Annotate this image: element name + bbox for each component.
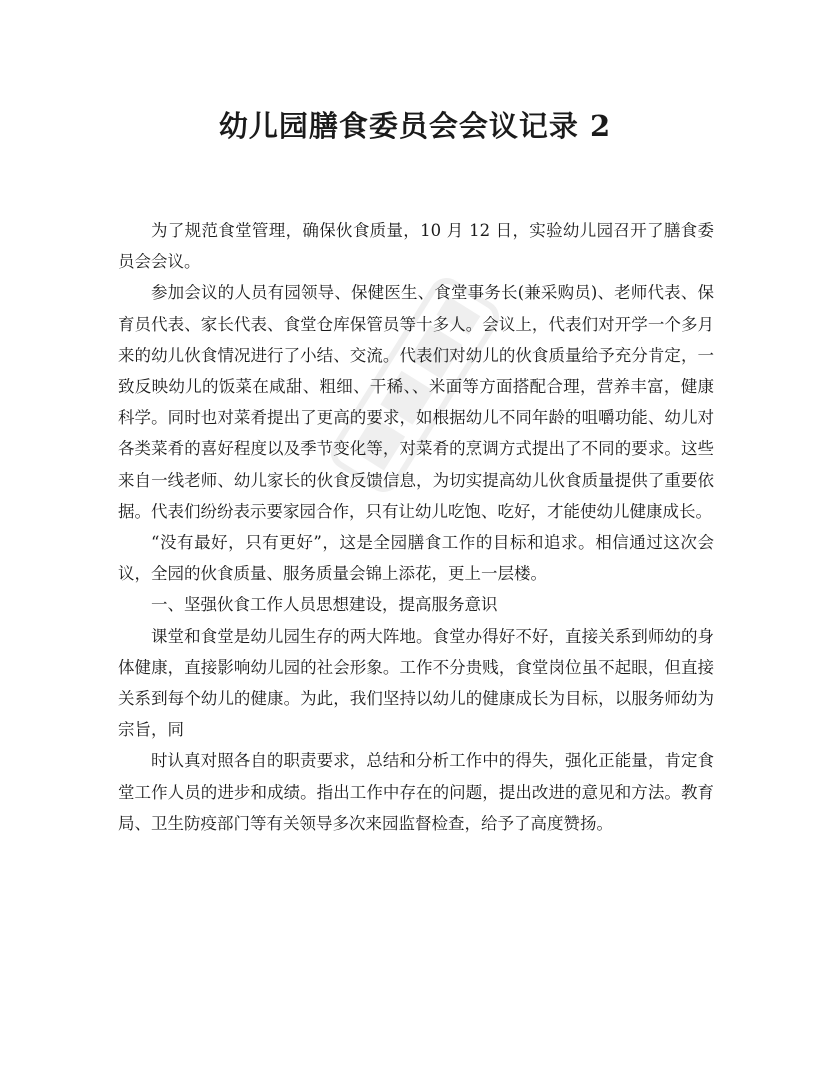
document-body (118, 215, 714, 839)
paragraph: “没有最好，只有更好”，这是全园膳食工作的目标和追求。相信通过这次会议，全园的伙食质量、服务质量会锦上添花，更上一层楼。 (118, 533, 714, 584)
page-title: 幼儿园膳食委员会会议记录 2 (218, 109, 612, 143)
paragraph: 时认真对照各自的职责要求，总结和分析工作中的得失，强化正能量，肯定食堂工作人员的进步和成绩。指出工作中存在的问题，提出改进的意见和方法。教育局、卫生防疫部门等有关领导多次来园监督检查，给予了高度赞扬。 (118, 751, 714, 833)
section-heading: 一、坚强伙食工作人员思想建设，提高服务意识 (151, 595, 498, 615)
paragraph: 参加会议的人员有园领导、保健医生、食堂事务长(兼采购员)、老师代表、保育员代表、家长代表、食堂仓库保管员等十多人。会议上，代表们对开学一个多月来的幼儿伙食情况进行了小结、交流。代表们对幼儿的伙食质量给予充分肯定，一致反映幼儿的饭菜在咸甜、粗细、干稀、、米面等方面搭配合理，营养丰富，健康科学。同时也对菜肴提出了更高的要求，如根据幼儿不同年龄的咀嚼功能、幼儿对各类菜肴的喜好程度以及季节变化等，对菜肴的烹调方式提出了不同的要求。这些来自一线老师、幼儿家长的伙食反馈信息，为切实提高幼儿伙食质量提供了重要依据。代表们纷纷表示要家园合作，只有让幼儿吃饱、吃好，才能使幼儿健康成长。 (118, 283, 714, 521)
paragraph: 课堂和食堂是幼儿园生存的两大阵地。食堂办得好不好，直接关系到师幼的身体健康，直接影响幼儿园的社会形象。工作不分贵贱，食堂岗位虽不起眼，但直接关系到每个幼儿的健康。为此，我们坚持以幼儿的健康成长为目标，以服务师幼为宗旨，同 (118, 626, 714, 740)
paragraph: 为了规范食堂管理，确保伙食质量，10 月 12 日，实验幼儿园召开了膳食委员会会议。 (118, 221, 714, 272)
